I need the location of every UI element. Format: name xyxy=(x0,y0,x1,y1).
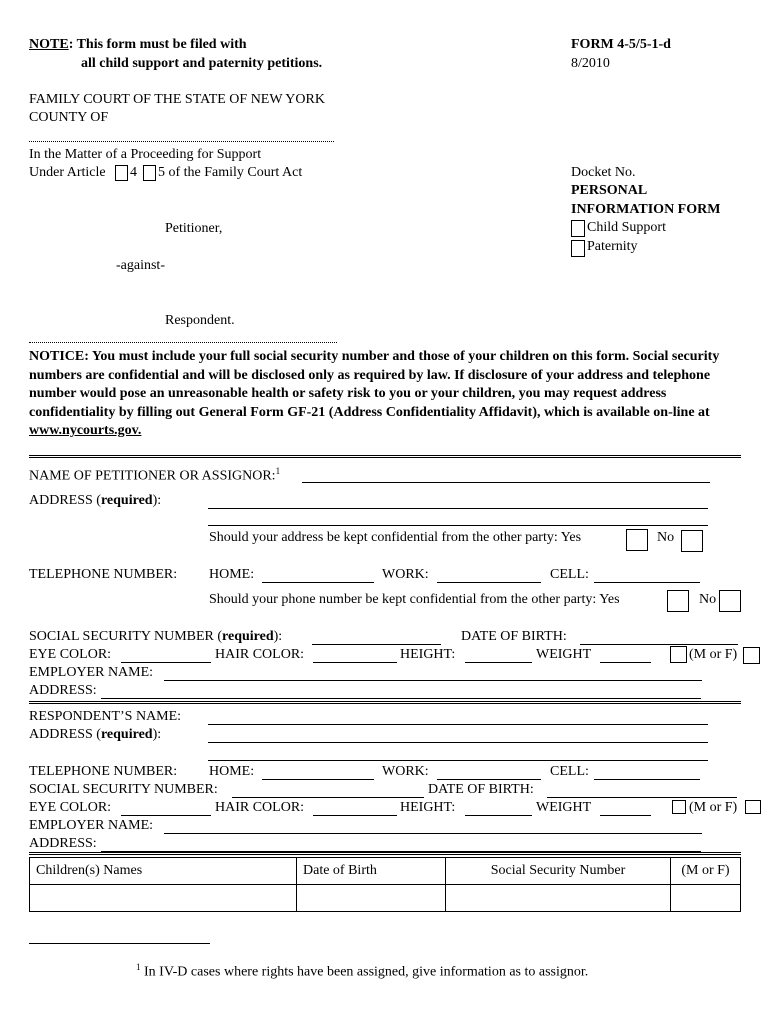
respondent-name-field[interactable] xyxy=(208,724,708,725)
address-confidential-yes-checkbox[interactable] xyxy=(626,529,648,551)
form-number: FORM 4-5/5-1-d xyxy=(571,37,671,52)
petitioner-cell-phone-field[interactable] xyxy=(594,582,700,583)
petitioner-ssn-field[interactable] xyxy=(312,644,441,645)
phone-confidential-yes-checkbox[interactable] xyxy=(667,590,689,612)
under-article-line: Under Article xyxy=(29,165,106,180)
respondent-height-field[interactable] xyxy=(465,815,532,816)
petitioner-employer-label: EMPLOYER NAME: xyxy=(29,665,154,680)
petitioner-address-label: ADDRESS (required): xyxy=(29,493,162,508)
petitioner-home-label: HOME: xyxy=(209,567,255,582)
footnote-rule xyxy=(29,943,210,944)
footnote: $^1$ In IV-D cases where rights have been assigned, give information as to assignor. xyxy=(136,962,589,980)
petitioner-hair-label: HAIR COLOR: xyxy=(215,647,305,662)
respondent-ssn-label: SOCIAL SECURITY NUMBER: xyxy=(29,782,218,797)
respondent-home-label: HOME: xyxy=(209,764,255,779)
petitioner-sex-f-checkbox[interactable] xyxy=(743,647,760,664)
article-4-checkbox[interactable] xyxy=(115,165,128,181)
child-name-cell[interactable] xyxy=(30,885,297,912)
address-confidential-question: Should your address be kept confidential from the other party: Yes xyxy=(209,530,582,545)
article-4-label: 4 xyxy=(130,165,137,180)
phone-confidential-no-label: No xyxy=(699,592,717,607)
children-sex-header: (M or F) xyxy=(671,858,741,885)
petitioner-employer-address-field[interactable] xyxy=(101,698,701,699)
caption-divider-top xyxy=(29,141,334,142)
respondent-weight-label: WEIGHT xyxy=(536,800,592,815)
respondent-name-label: RESPONDENT’S NAME: xyxy=(29,709,182,724)
respondent-telephone-label: TELEPHONE NUMBER: xyxy=(29,764,178,779)
phone-confidential-no-checkbox[interactable] xyxy=(719,590,741,612)
child-ssn-cell[interactable] xyxy=(446,885,671,912)
caption-divider-bottom xyxy=(29,342,337,343)
filing-note-line2: all child support and paternity petitions. xyxy=(81,56,323,71)
petitioner-weight-field[interactable] xyxy=(600,662,651,663)
child-dob-cell[interactable] xyxy=(297,885,446,912)
respondent-dob-label: DATE OF BIRTH: xyxy=(428,782,534,797)
respondent-eye-field[interactable] xyxy=(121,815,211,816)
petitioner-eye-field[interactable] xyxy=(121,662,211,663)
respondent-hair-label: HAIR COLOR: xyxy=(215,800,305,815)
respondent-sex-m-checkbox[interactable] xyxy=(672,800,686,814)
county-label: COUNTY OF xyxy=(29,110,109,125)
child-support-checkbox[interactable] xyxy=(571,220,585,237)
docket-label: Docket No. xyxy=(571,165,636,180)
form-title-line1: PERSONAL xyxy=(571,183,648,198)
article-5-label: 5 of the Family Court Act xyxy=(158,165,303,180)
respondent-hair-field[interactable] xyxy=(313,815,397,816)
petitioner-eye-label: EYE COLOR: xyxy=(29,647,112,662)
children-table-header-row xyxy=(30,858,741,885)
petitioner-sex-m-checkbox[interactable] xyxy=(670,646,687,663)
respondent-weight-field[interactable] xyxy=(600,815,651,816)
petitioner-dob-field[interactable] xyxy=(580,644,738,645)
petitioner-employer-field[interactable] xyxy=(164,680,702,681)
article-5-checkbox[interactable] xyxy=(143,165,156,181)
form-title-line2: INFORMATION FORM xyxy=(571,202,721,217)
petitioner-height-label: HEIGHT: xyxy=(400,647,456,662)
filing-note: NOTE: This form must be filed with xyxy=(29,37,247,52)
respondent-ssn-field[interactable] xyxy=(232,797,424,798)
petitioner-sex-label: (M or F) xyxy=(689,647,738,662)
petitioner-home-phone-field[interactable] xyxy=(262,582,374,583)
respondent-address-label: ADDRESS (required): xyxy=(29,727,162,742)
child-support-label: Child Support xyxy=(587,220,666,235)
respondent-employer-address-label: ADDRESS: xyxy=(29,836,97,851)
children-names-header: Children(s) Names xyxy=(30,858,297,885)
petitioner-ssn-label: SOCIAL SECURITY NUMBER (required): xyxy=(29,629,283,644)
section-divider-1 xyxy=(29,455,741,458)
petitioner-address-field-2[interactable] xyxy=(208,525,708,526)
address-confidential-no-label: No xyxy=(657,530,675,545)
ssn-notice: NOTICE: You must include your full social security number and those of your children on this form. Social security numbers are confidential and will be disclosed only as required by law. If disclosure of your address and telephone number would pose an unreasonable health or safety risk to you or your children, you may request address confidentiality by filling out General Form GF-21 (Address Confidentiality Affidavit), which is available on-line at www.nycourts.gov. xyxy=(29,349,720,438)
respondent-work-phone-field[interactable] xyxy=(437,779,541,780)
child-sex-cell[interactable] xyxy=(671,885,741,912)
respondent-eye-label: EYE COLOR: xyxy=(29,800,112,815)
nycourts-link[interactable]: www.nycourts.gov. xyxy=(29,423,142,438)
section-divider-3 xyxy=(29,852,741,855)
against-caption: -against- xyxy=(116,258,165,273)
respondent-home-phone-field[interactable] xyxy=(262,779,374,780)
respondent-employer-label: EMPLOYER NAME: xyxy=(29,818,154,833)
petitioner-employer-address-label: ADDRESS: xyxy=(29,683,97,698)
respondent-sex-label: (M or F) xyxy=(689,800,738,815)
petitioner-height-field[interactable] xyxy=(465,662,532,663)
respondent-dob-field[interactable] xyxy=(547,797,737,798)
respondent-employer-field[interactable] xyxy=(164,833,702,834)
petitioner-telephone-label: TELEPHONE NUMBER: xyxy=(29,567,178,582)
respondent-height-label: HEIGHT: xyxy=(400,800,456,815)
table-row xyxy=(30,885,741,912)
children-table xyxy=(29,857,741,912)
paternity-label: Paternity xyxy=(587,239,638,254)
petitioner-work-phone-field[interactable] xyxy=(437,582,541,583)
petitioner-name-field[interactable] xyxy=(302,482,710,483)
petitioner-work-label: WORK: xyxy=(382,567,429,582)
court-name: FAMILY COURT OF THE STATE OF NEW YORK xyxy=(29,92,325,107)
respondent-sex-f-checkbox[interactable] xyxy=(745,800,761,814)
phone-confidential-question: Should your phone number be kept confidential from the other party: Yes xyxy=(209,592,620,607)
petitioner-address-field-1[interactable] xyxy=(208,508,708,509)
respondent-address-field-1[interactable] xyxy=(208,742,708,743)
petitioner-cell-label: CELL: xyxy=(550,567,589,582)
children-dob-header: Date of Birth xyxy=(297,858,446,885)
petitioner-hair-field[interactable] xyxy=(313,662,397,663)
petitioner-caption: Petitioner, xyxy=(165,221,223,236)
respondent-cell-label: CELL: xyxy=(550,764,589,779)
petitioner-name-label: NAME OF PETITIONER OR ASSIGNOR:$^1$ xyxy=(29,466,281,484)
respondent-work-label: WORK: xyxy=(382,764,429,779)
petitioner-weight-label: WEIGHT xyxy=(536,647,592,662)
paternity-checkbox[interactable] xyxy=(571,240,585,257)
form-date: 8/2010 xyxy=(571,56,610,71)
section-divider-2 xyxy=(29,701,741,704)
petitioner-dob-label: DATE OF BIRTH: xyxy=(461,629,567,644)
address-confidential-no-checkbox[interactable] xyxy=(681,530,703,552)
respondent-address-field-2[interactable] xyxy=(208,760,708,761)
children-ssn-header: Social Security Number xyxy=(446,858,671,885)
matter-line: In the Matter of a Proceeding for Support xyxy=(29,147,262,162)
respondent-cell-phone-field[interactable] xyxy=(594,779,700,780)
respondent-caption: Respondent. xyxy=(165,313,235,328)
